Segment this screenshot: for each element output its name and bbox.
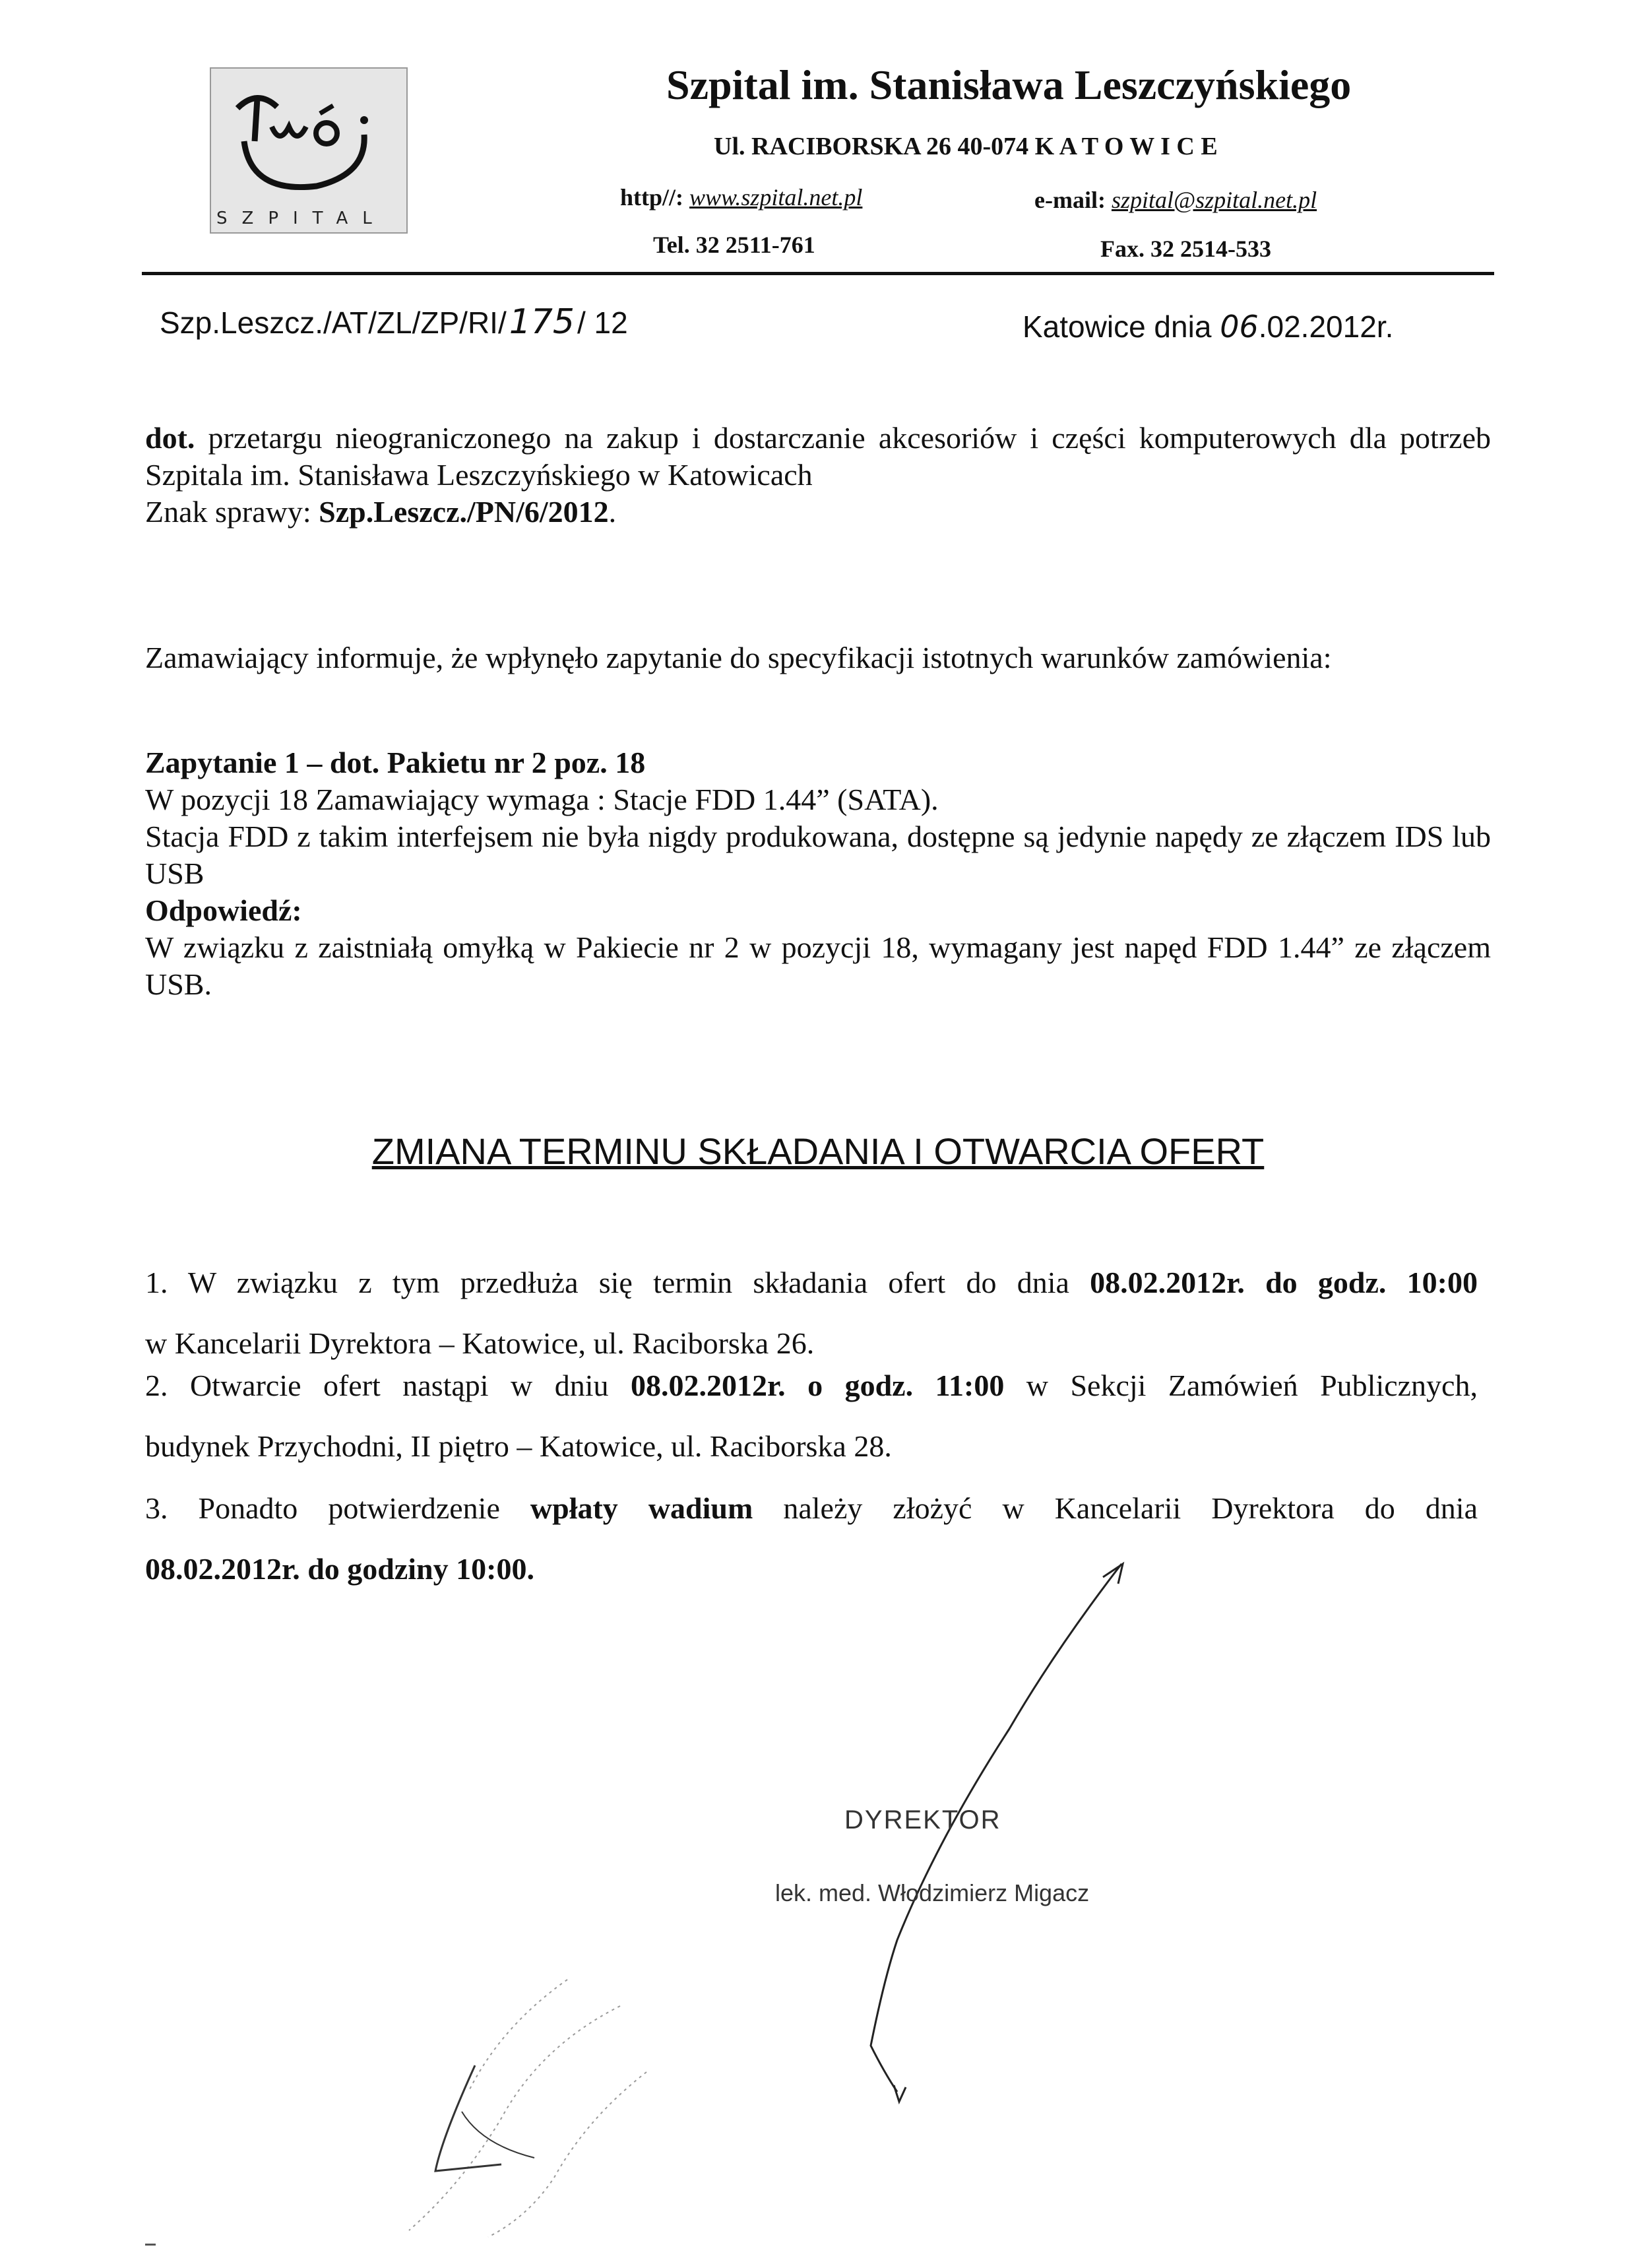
question-line-2: Stacja FDD z takim interfejsem nie była nigdy produkowana, dostępne są jedynie napędy ze złączem IDS lub USB: [145, 820, 1491, 890]
answer-heading: Odpowiedź:: [145, 893, 302, 927]
email-label: e-mail:: [1034, 187, 1112, 213]
handwritten-reference-number: 175: [509, 302, 575, 342]
item-3-wadium: wpłaty wadium: [530, 1491, 753, 1525]
document-date: [1022, 309, 1393, 344]
item-3-number: 3.: [145, 1491, 168, 1525]
case-number: Szp.Leszcz./PN/6/2012: [319, 495, 609, 529]
item-2-place: w Sekcji Zamówień Publicznych,: [1004, 1369, 1478, 1402]
answer-text: W związku z zaistniałą omyłką w Pakiecie nr 2 w pozycji 18, wymagany jest napęd FDD 1.44” ze złączem USB.: [145, 930, 1491, 1001]
item-1-location: w Kancelarii Dyrektora – Katowice, ul. Raciborska 26.: [145, 1326, 815, 1360]
subject-text: przetargu nieograniczonego na zakup i dostarczanie akcesoriów i części komputerowych dla potrzeb Szpitala im. Stanisława Leszczyńskiego w Katowicach: [145, 421, 1491, 492]
item-3-text: Ponadto potwierdzenie: [168, 1491, 530, 1525]
header-divider: [142, 272, 1494, 275]
website-line: [620, 183, 862, 211]
item-1-text: W związku z tym przedłuża się termin składania ofert do dnia: [168, 1266, 1090, 1299]
logo-smile-icon: [211, 69, 406, 201]
reference-prefix: Szp.Leszcz./AT/ZL/ZP/RI/: [160, 306, 507, 340]
subject-dot-label: dot.: [145, 421, 195, 455]
case-end: .: [608, 495, 617, 529]
reference-number: [160, 302, 628, 342]
scan-mark: [145, 2244, 156, 2246]
date-suffix: .02.2012r.: [1258, 309, 1394, 344]
question-line-1: W pozycji 18 Zamawiający wymaga : Stacje FDD 1.44” (SATA).: [145, 783, 939, 816]
question-block: [145, 744, 1491, 1003]
signatory-title: DYREKTOR: [844, 1805, 1001, 1834]
email-link[interactable]: szpital@szpital.net.pl: [1111, 187, 1317, 213]
item-2-location: budynek Przychodni, II piętro – Katowice, ul. Raciborska 28.: [145, 1429, 892, 1463]
website-label: http//:: [620, 184, 690, 211]
faded-stamp: [369, 1966, 660, 2244]
item-3-deadline: 08.02.2012r. do godziny 10:00.: [145, 1552, 534, 1586]
item-3-text-2: należy złożyć w Kancelarii Dyrektora do dnia: [753, 1491, 1478, 1525]
signatory-name: lek. med. Włodzimierz Migacz: [775, 1879, 1090, 1906]
case-label: Znak sprawy:: [145, 495, 319, 529]
list-item-2: [145, 1355, 1478, 1477]
hospital-address: Ul. RACIBORSKA 26 40-074 K A T O W I C E: [714, 133, 1218, 160]
info-line: Zamawiający informuje, że wpłynęło zapytanie do specyfikacji istotnych warunków zamówienia:: [145, 641, 1332, 674]
item-2-text: Otwarcie ofert nastąpi w dniu: [168, 1369, 631, 1402]
item-1-deadline: 08.02.2012r. do godz. 10:00: [1090, 1266, 1478, 1299]
item-2-number: 2.: [145, 1369, 168, 1402]
hospital-logo: [210, 67, 408, 234]
telephone: Tel. 32 2511-761: [653, 232, 815, 258]
handwritten-day: 06: [1220, 309, 1259, 344]
reference-suffix: / 12: [577, 306, 628, 340]
hospital-name: Szpital im. Stanisława Leszczyńskiego: [666, 61, 1352, 108]
section-title: ZMIANA TERMINU SKŁADANIA I OTWARCIA OFERT: [371, 1130, 1265, 1172]
item-2-opening-time: 08.02.2012r. o godz. 11:00: [630, 1369, 1005, 1402]
subject-block: [145, 420, 1491, 531]
logo-text: SZPITAL: [216, 209, 387, 228]
date-prefix: Katowice dnia: [1022, 309, 1220, 344]
website-link[interactable]: www.szpital.net.pl: [689, 184, 863, 211]
question-heading: Zapytanie 1 – dot. Pakietu nr 2 poz. 18: [145, 746, 646, 779]
list-item-3: [145, 1478, 1478, 1600]
item-1-number: 1.: [145, 1266, 168, 1299]
email-line: [1034, 186, 1317, 214]
fax: Fax. 32 2514-533: [1100, 236, 1271, 262]
